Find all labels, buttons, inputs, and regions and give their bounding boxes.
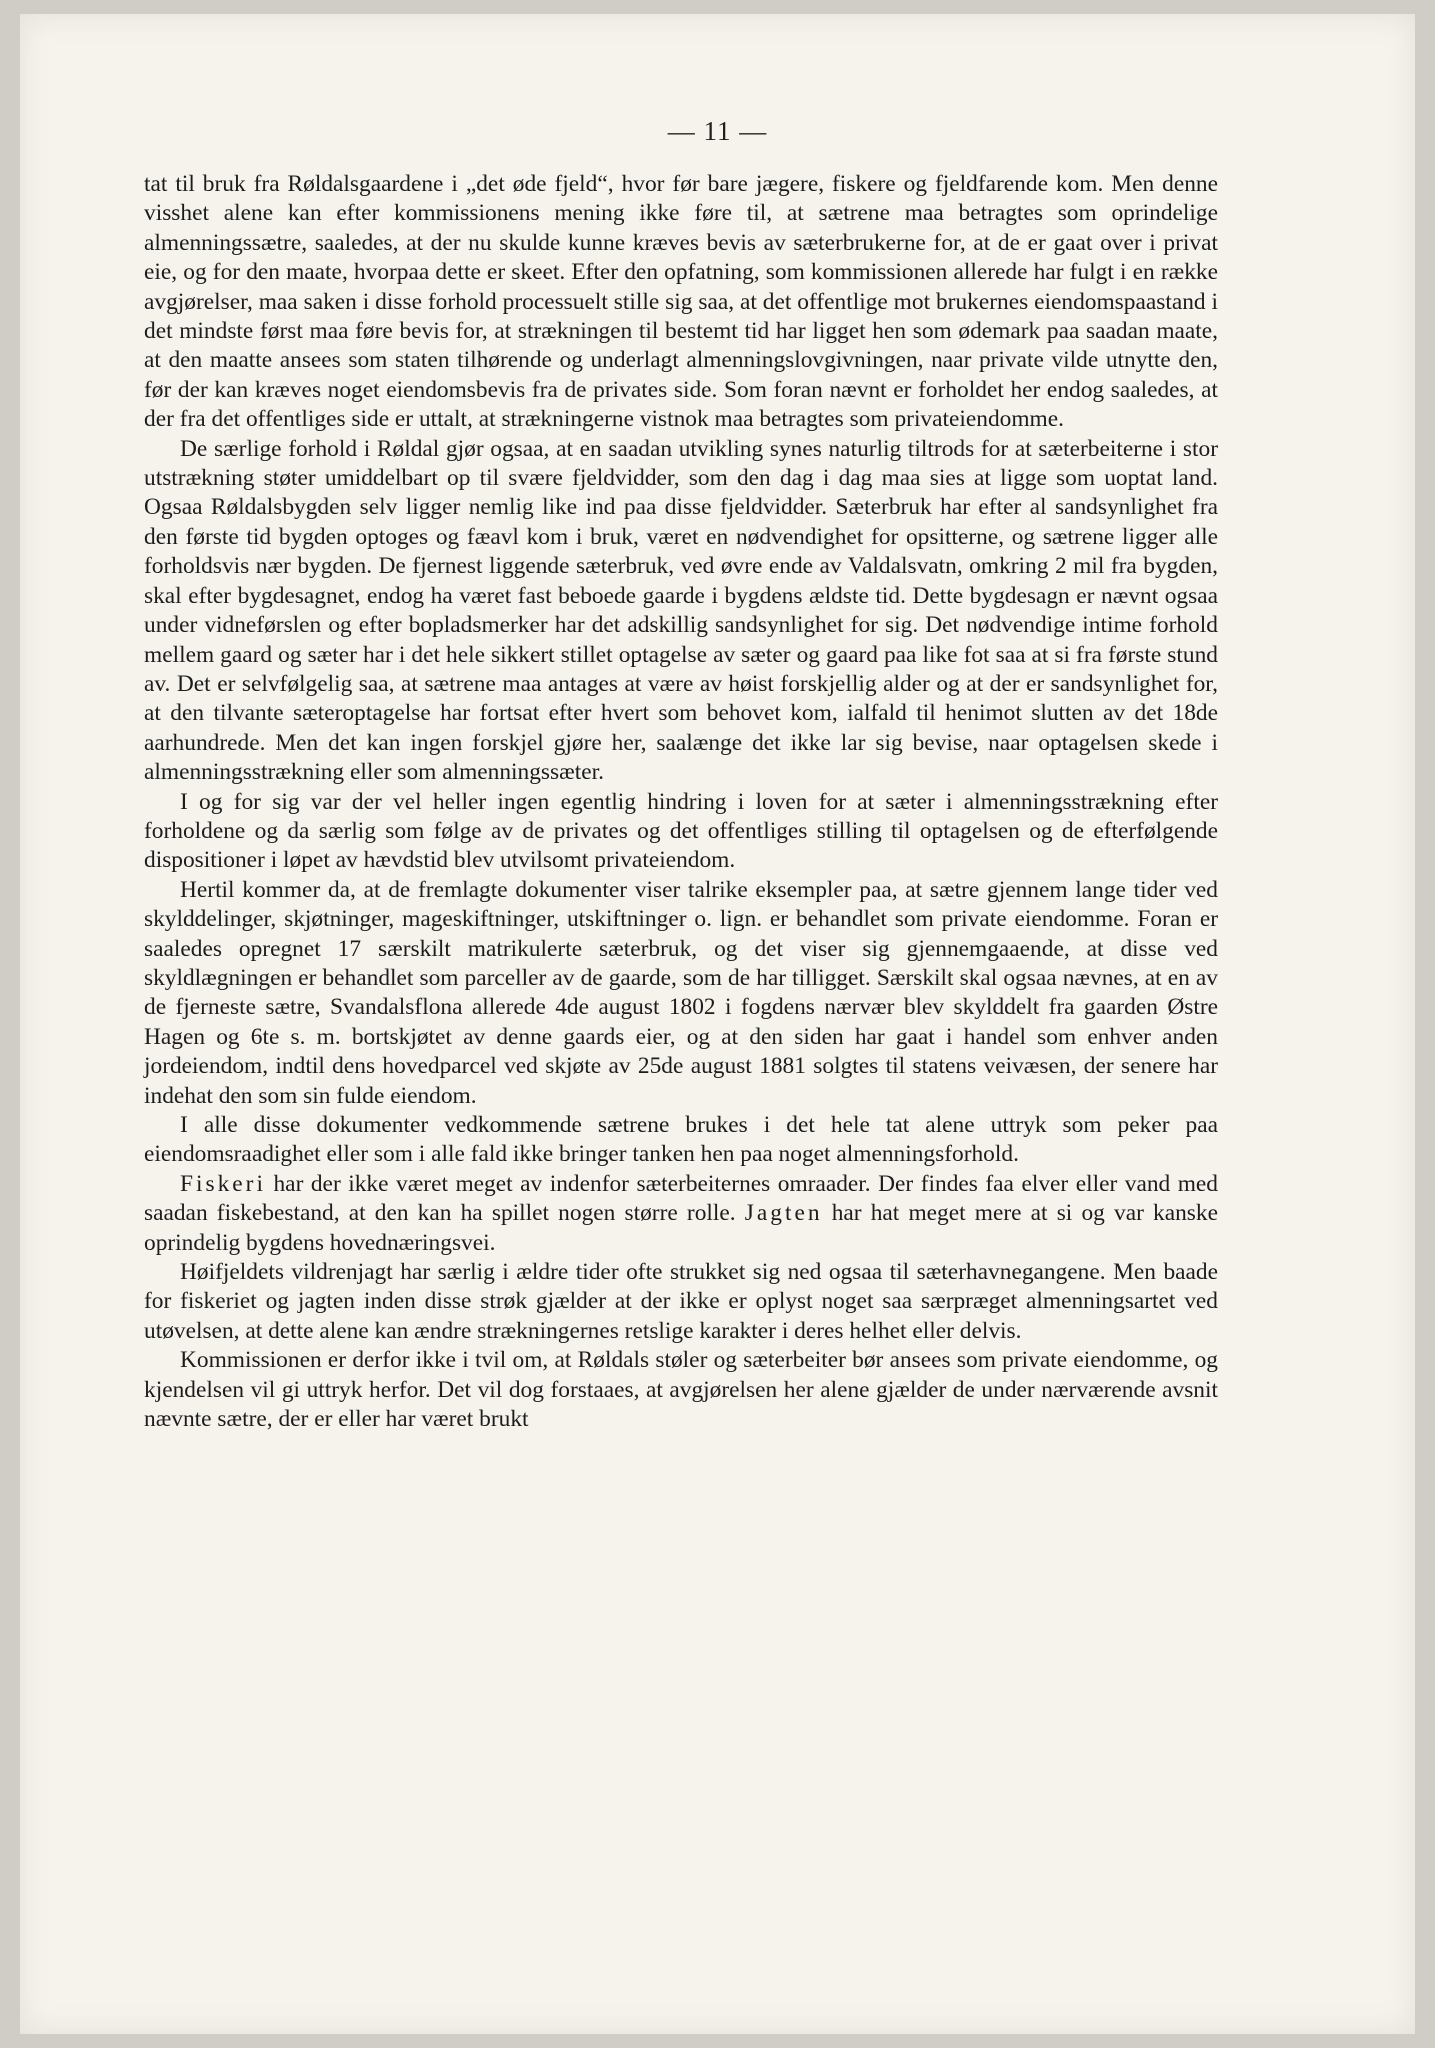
document-page bbox=[20, 14, 1415, 2034]
paragraph: Hertil kommer da, at de fremlagte dokumenter viser talrike eksempler paa, at sætre gjennem lange tider ved skylddelinger, skjøtninger, mageskiftninger, utskiftninger o. lign. er behandlet som private eiendomme. Foran er saaledes opregnet 17 særskilt matrikulerte sæterbruk, og det viser sig gjennemgaaende, at disse ved skyldlægningen er behandlet som parceller av de gaarde, som de har tilligget. Særskilt skal ogsaa nævnes, at en av de fjerneste sætre, Svandalsflona allerede 4de august 1802 i fogdens nærvær blev skylddelt fra gaarden Østre Hagen og 6te s. m. bortskjøtet av denne gaards eier, og at den siden har gaat i handel som enhver anden jordeiendom, indtil dens hovedparcel ved skjøte av 25de august 1881 solgtes til statens veivæsen, der senere har indehat den som sin fulde eiendom. bbox=[144, 876, 1218, 1109]
paragraph: Høifjeldets vildrenjagt har særlig i ældre tider ofte strukket sig ned ogsaa til sæterhavnegangene. Men baade for fiskeriet og jagten inden disse strøk gjælder at der ikke er oplyst noget saa særpræget almenningsartet ved utøvelsen, at dette alene kan ændre strækningernes retslige karakter i deres helhet eller delvis. bbox=[144, 1259, 1218, 1344]
paragraph-text: har der ikke været meget av indenfor sæterbeiternes omraader. Der findes faa elver eller vand med saadan fiskebestand, at den kan ha spillet nogen større rolle. bbox=[144, 1170, 1218, 1227]
paragraph-text: har hat meget mere at si og var kanske oprindelig bygdens hovednæringsvei. bbox=[144, 1200, 1218, 1256]
body-text bbox=[144, 170, 1218, 1434]
page-number: — 11 — bbox=[667, 116, 768, 146]
paragraph: Kommissionen er derfor ikke i tvil om, at Røldals støler og sæterbeiter bør ansees som private eiendomme, og kjendelsen vil gi uttryk herfor. Det vil dog forstaaes, at avgjørelsen her alene gjælder de under nærværende avsnit nævnte sætre, der er eller har været brukt bbox=[144, 1347, 1218, 1433]
emphasis-fiskeri: Fiskeri bbox=[180, 1170, 266, 1197]
emphasis-jagten: Jagten bbox=[744, 1200, 823, 1227]
paragraph: De særlige forhold i Røldal gjør ogsaa, at en saadan utvikling synes naturlig tiltrods for at sæterbeiterne i stor utstrækning støter umiddelbart op til svære fjeldvidder, som den dag i dag maa sies at ligge som uoptat land. Ogsaa Røldalsbygden selv ligger nemlig like ind paa disse fjeldvidder. Sæterbruk har efter al sandsynlighet fra den første tid bygden optoges og fæavl kom i bruk, været en nødvendighet for opsitterne, og sætrene ligger alle forholdsvis nær bygden. De fjernest liggende sæterbruk, ved øvre ende av Valdalsvatn, omkring 2 mil fra bygden, skal efter bygdesagnet, endog ha været fast beboede gaarde i bygdens ældste tid. Dette bygdesagn er nævnt ogsaa under vidneførslen og efter bopladsmerker har det adskillig sandsynlighet for sig. Det nødvendige intime forhold mellem gaard og sæter har i det hele sikkert stillet optagelse av sæter og gaard paa like fot saa at si fra første stund av. Det er selvfølgelig saa, at sætrene maa antages at være av høist forskjellig alder og at der er sandsynlighet for, at den tilvante sæteroptagelse har fortsat efter hvert som behovet kom, ialfald til henimot slutten av det 18de aarhundrede. Men det kan ingen forskjel gjøre her, saalænge det ikke lar sig bevise, naar optagelsen skede i almenningsstrækning eller som almenningssæter. bbox=[144, 435, 1218, 786]
paragraph: tat til bruk fra Røldalsgaardene i „det øde fjeld“, hvor før bare jægere, fiskere og fjeldfarende kom. Men denne visshet alene kan efter kommissionens mening ikke føre til, at sætrene maa betragtes som oprindelige almenningssætre, saaledes, at der nu skulde kunne kræves bevis av sæterbrukerne for, at de er gaat over i privat eie, og for den maate, hvorpaa dette er skeet. Efter den opfatning, som kommissionen allerede har fulgt i en række avgjørelser, maa saken i disse forhold processuelt stille sig saa, at det offentlige mot brukernes eiendomspaastand i det mindste først maa føre bevis for, at strækningen til bestemt tid har ligget hen som ødemark paa saadan maate, at den maatte ansees som staten tilhørende og underlagt almenningslovgivningen, naar private vilde utnytte den, før der kan kræves noget eiendomsbevis fra de privates side. Som foran nævnt er forholdet her endog saaledes, at der fra det offentliges side er uttalt, at strækningerne vistnok maa betragtes som privateiendomme. bbox=[144, 171, 1218, 433]
paragraph: I og for sig var der vel heller ingen egentlig hindring i loven for at sæter i almenningsstrækning efter forholdene og da særlig som følge av de privates og det offentliges stilling til optagelsen og de efterfølgende dispositioner i løpet av hævdstid blev utvilsomt privateiendom. bbox=[144, 788, 1218, 874]
paragraph: I alle disse dokumenter vedkommende sætrene brukes i det hele tat alene uttryk som peker paa eiendomsraadighet eller som i alle fald ikke bringer tanken hen paa noget almenningsforhold. bbox=[144, 1112, 1218, 1168]
paragraph-fiskeri bbox=[144, 1170, 1218, 1258]
